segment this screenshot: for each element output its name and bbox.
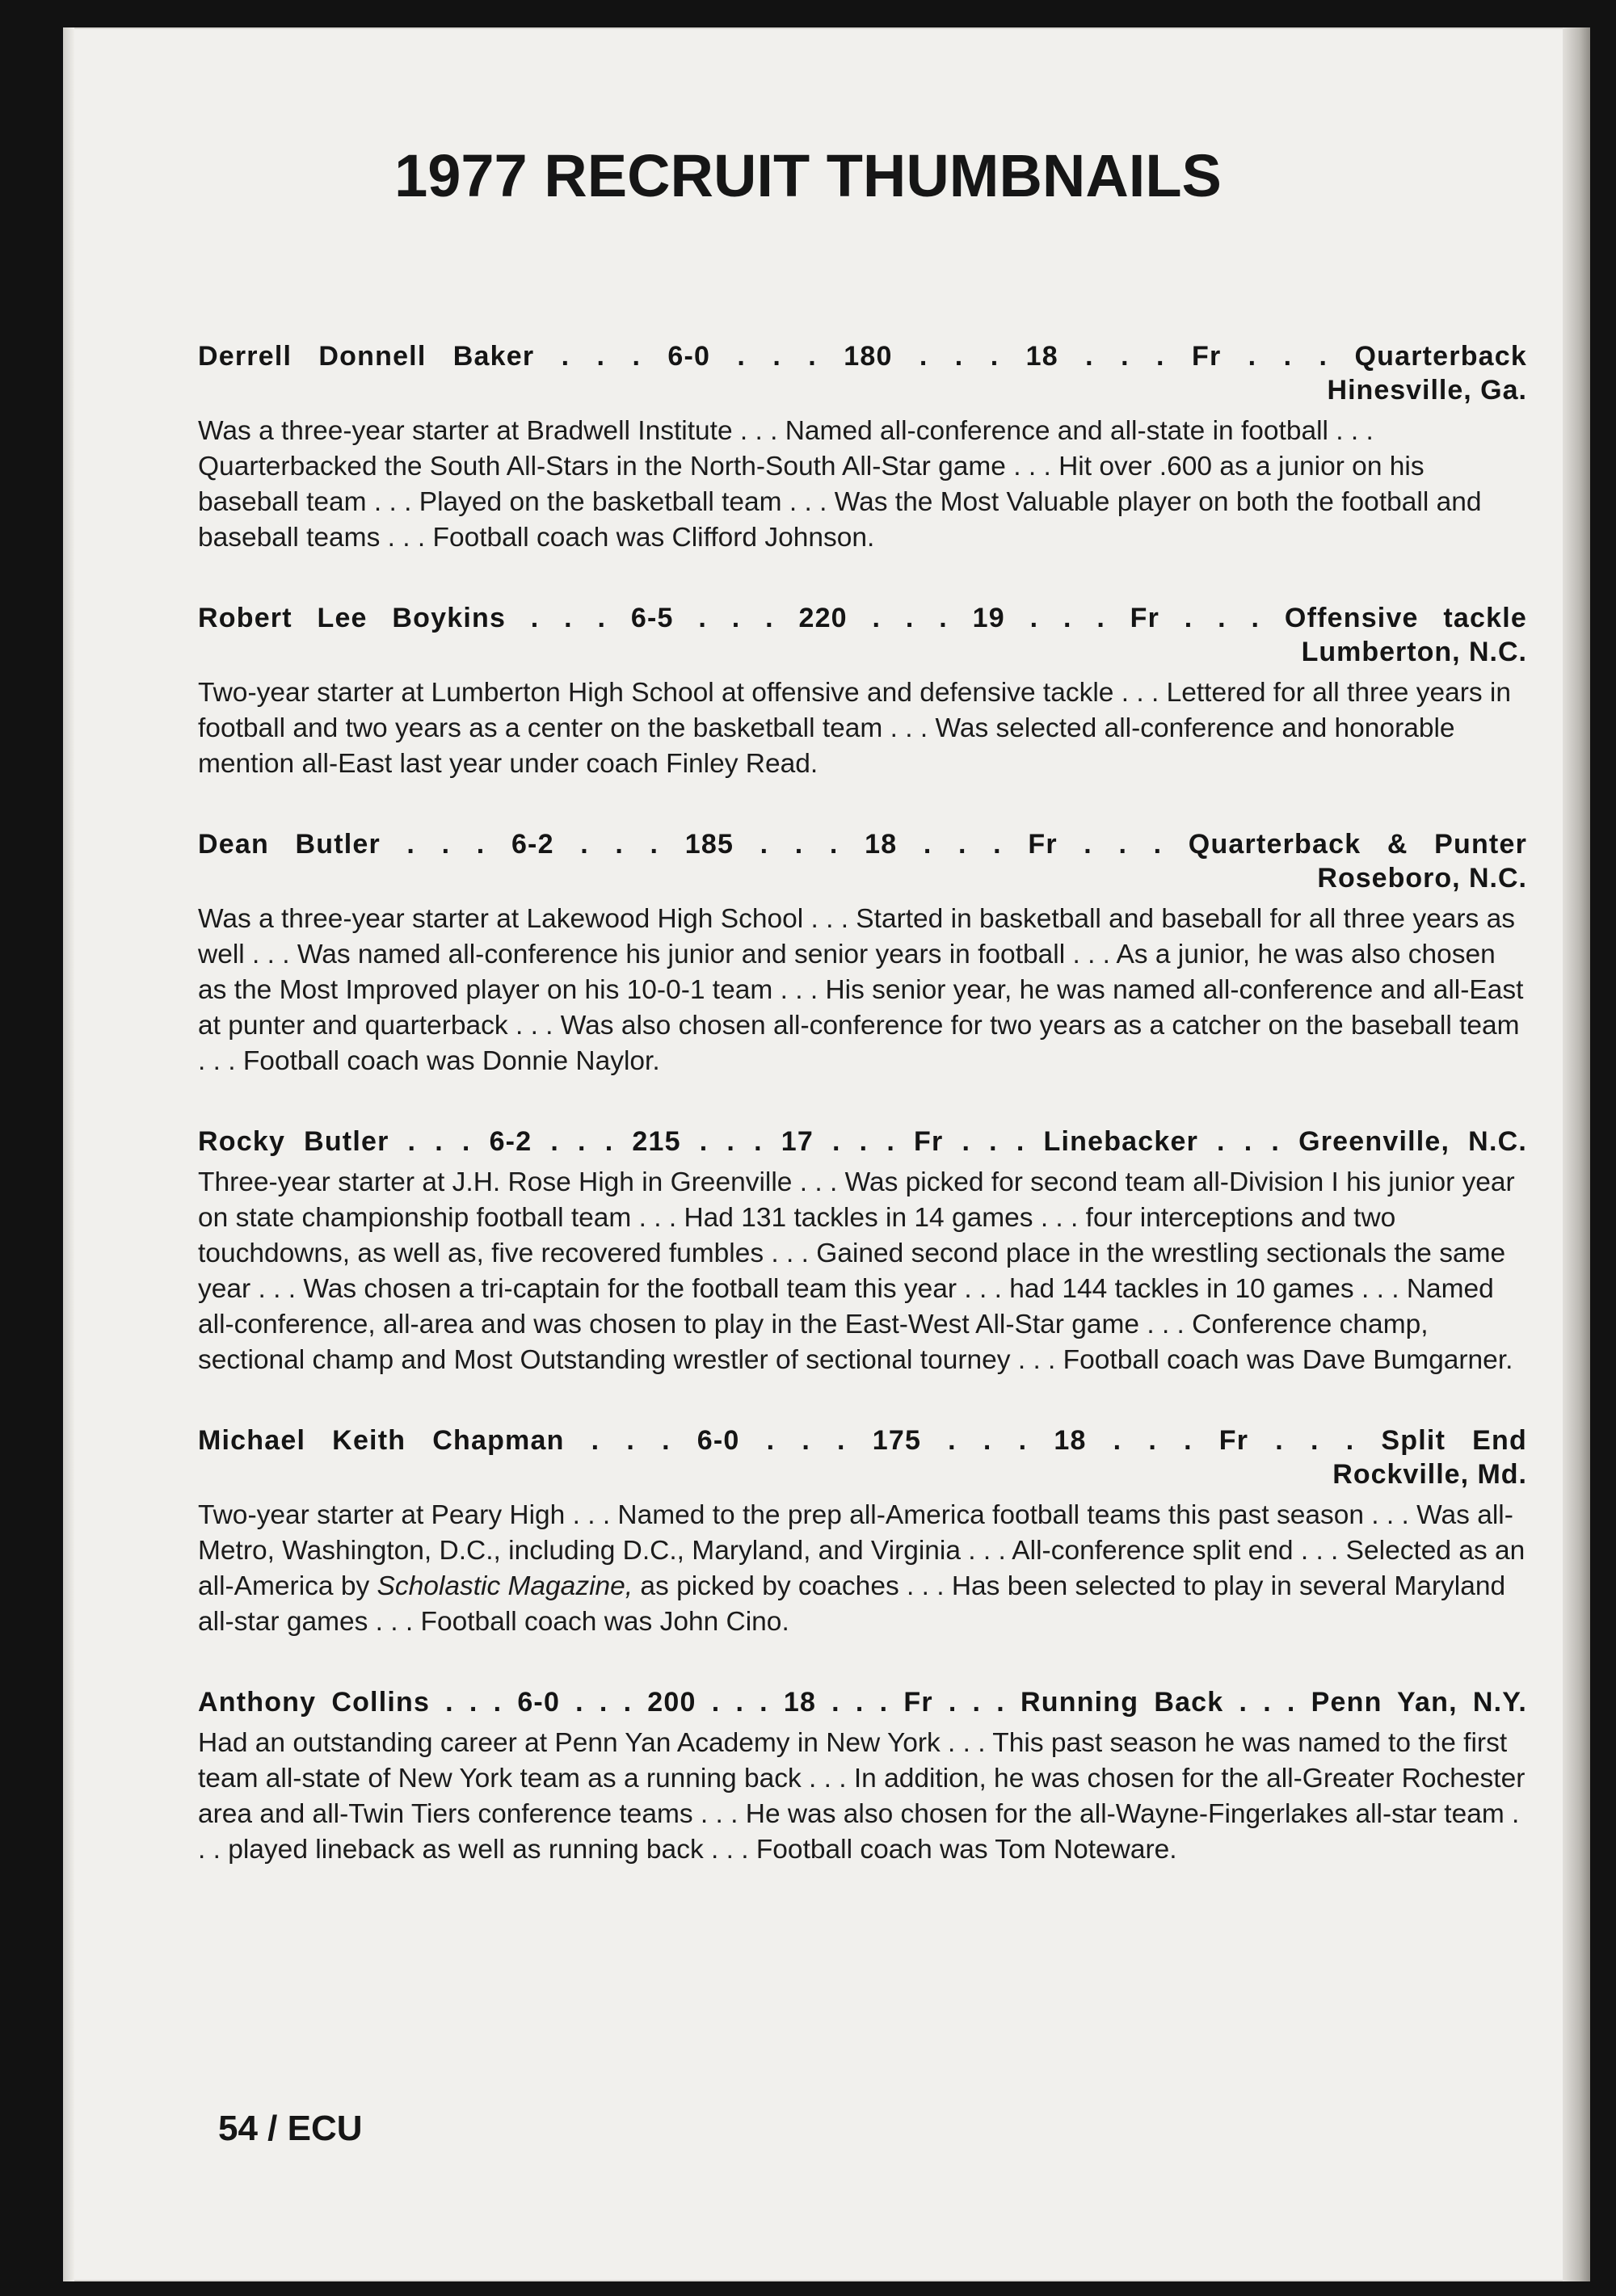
recruit-bio: Was a three-year starter at Bradwell Institute . . . Named all-conference and all-state in football . . . Quarterbacked the South All-Stars in the North-South All-Star game . . . Hit over .600 as a junior on his baseball team . . . Played on the basketball team . . . Was the Most Valuable player on both the football and baseball teams . . . Football coach was Clifford Johnson. xyxy=(198,416,1482,553)
page-left-edge xyxy=(63,27,74,2281)
recruit-hometown: Hinesville, Ga. xyxy=(1327,375,1527,406)
recruit-header: Michael Keith Chapman . . . 6-0 . . . 175 . . . 18 . . . Fr . . . Split End xyxy=(198,1425,1527,1456)
page-footer: 54 / ECU xyxy=(218,2109,363,2148)
recruit-entry-boykins xyxy=(198,601,1527,782)
recruit-entry-collins xyxy=(198,1685,1527,1868)
recruit-entry-dean-butler xyxy=(198,827,1527,1079)
recruit-bio: Had an outstanding career at Penn Yan Academy in New York . . . This past season he was named to the first team all-state of New York team as a running back . . . In addition, he was chosen for the all-Greater Rochester area and all-Twin Tiers conference teams . . . He was also chosen for the all-Wayne-Fingerlakes all-star team . . . played lineback as well as running back . . . Football coach was Tom Noteware. xyxy=(198,1728,1526,1865)
recruit-header: Derrell Donnell Baker . . . 6-0 . . . 180 . . . 18 . . . Fr . . . Quarterback xyxy=(198,341,1527,372)
recruit-hometown: Rockville, Md. xyxy=(1332,1459,1527,1490)
publication-name: Scholastic Magazine, xyxy=(377,1571,633,1601)
recruit-entry-rocky-butler xyxy=(198,1125,1527,1378)
recruit-hometown: Roseboro, N.C. xyxy=(1317,863,1527,894)
recruit-list xyxy=(198,339,1527,1913)
recruit-bio: Three-year starter at J.H. Rose High in Greenville . . . Was picked for second team all-Division I his junior year on state championship football team . . . Had 131 tackles in 14 games . . . four interceptions and two touchdowns, as well as, five recovered fumbles . . . Gained second place in the wrestling sectionals the same year . . . Was chosen a tri-captain for the football team this year . . . had 144 tackles in 10 games . . . Named all-conference, all-area and was chosen to play in the East-West All-Star game . . . Conference champ, sectional champ and Most Outstanding wrestler of sectional tourney . . . Football coach was Dave Bumgarner. xyxy=(198,1167,1515,1375)
recruit-hometown: Lumberton, N.C. xyxy=(1301,637,1527,667)
recruit-bio: Was a three-year starter at Lakewood High School . . . Started in basketball and baseball for all three years as well . . . Was named all-conference his junior and senior years in football . . . As a junior, he was also chosen as the Most Improved player on his 10-0-1 team . . . His senior year, he was named all-conference and all-East at punter and quarterback . . . Was also chosen all-conference for two years as a catcher on the baseball team . . . Football coach was Donnie Naylor. xyxy=(198,904,1524,1076)
recruit-bio xyxy=(198,1498,1527,1640)
page-right-edge xyxy=(1563,27,1590,2281)
recruit-header: Robert Lee Boykins . . . 6-5 . . . 220 . . . 19 . . . Fr . . . Offensive tackle xyxy=(198,603,1527,633)
recruit-entry-baker xyxy=(198,339,1527,556)
page-title: 1977 RECRUIT THUMBNAILS xyxy=(394,142,1222,209)
recruit-header: Rocky Butler . . . 6-2 . . . 215 . . . 17 . . . Fr . . . Linebacker . . . Greenville, N.C. xyxy=(198,1126,1527,1157)
recruit-bio: Two-year starter at Lumberton High School at offensive and defensive tackle . . . Lettered for all three years in football and two years as a center on the basketball team . . . Was selected all-conference and honorable mention all-East last year under coach Finley Read. xyxy=(198,678,1511,779)
recruit-header: Dean Butler . . . 6-2 . . . 185 . . . 18 . . . Fr . . . Quarterback & Punter xyxy=(198,829,1527,860)
recruit-bio-part: as picked by coaches . . . Has been selected to play in several Maryland all-star games . . . Football coach was John Cino. xyxy=(198,1571,1506,1637)
recruit-entry-chapman xyxy=(198,1423,1527,1640)
recruit-bio-part: Two-year starter at Peary High . . . Named to the prep all-America football teams this past season . . . Was all-Metro, Washington, D.C., including D.C., Maryland, and Virginia . . . All-conference split end . . . Selected as an all-America by xyxy=(198,1500,1526,1601)
recruit-header: Anthony Collins . . . 6-0 . . . 200 . . . 18 . . . Fr . . . Running Back . . . Penn Yan, N.Y. xyxy=(198,1687,1527,1718)
